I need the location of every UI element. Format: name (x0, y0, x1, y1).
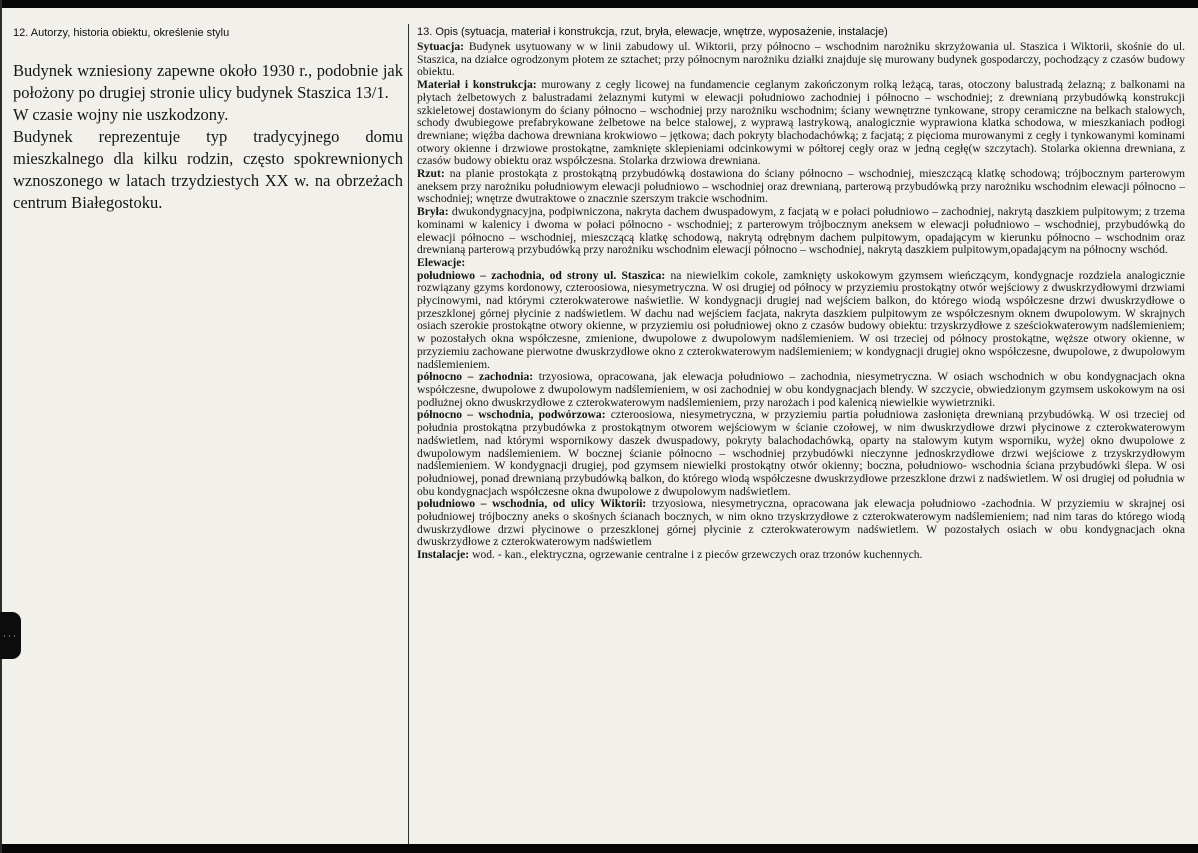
section-13-description (417, 26, 1185, 562)
scan-artifact-blob: ··· (0, 612, 21, 659)
paragraph-text: Budynek usytuowany w w linii zabudowy ul. Wiktorii, przy północno – wschodnim narożniku skrzyżowania ul. Staszica i Wiktorii, skośnie do ul. Staszica, na działce ogrodzonym płotem ze sztachet; przy północnym narożniku działki znajduje się murowany budynek gospodarczy, pochodzący z czasów budowy obiektu. (417, 40, 1185, 79)
paragraph-text: trzyosiowa, niesymetryczna, opracowana jak elewacja południowo -zachodnia. W przyziemiu w skrajnej osi południowej trójboczny aneks o skośnych ścianach bocznych, w nim okno trzyskrzydłowe z czterokwaterowym nadślemieniem; nad nim taras do którego wiodą dwuskrzydłowe drzwi płycinowe o przeszklonej górnej płycinie z czterokwaterowym nadświetlem. W pozostałych osiach w obu kondygnacjach okna dwuskrzydłowe z czterokwaterowym nadświetlem (417, 497, 1186, 549)
paragraph-text: wod. - kan., elektryczna, ogrzewanie centralne i z pieców grzewczych oraz trzonów kuchennych. (472, 548, 923, 562)
paragraph-text: na planie prostokąta z prostokątną przybudówką dostawiona do ściany północno – wschodniej, mieszczącą klatkę schodową; trójbocznym parterowym aneksem przy narożniku południowym elewacji południowo – wschodniej oraz drewnianą, parterową przybudówką przy narożniku wschodnim elewacji północno – wschodniej; wnętrze dwutraktowe o znacznie szerszym trakcie wschodnim. (417, 167, 1185, 206)
paragraph-label: Materiał i konstrukcja: (417, 78, 537, 92)
section-12-body (13, 60, 403, 214)
section-12-header: 12. Autorzy, historia obiektu, określenie stylu (13, 27, 230, 39)
description-paragraph-elewacja-pn-wsch (417, 409, 1185, 498)
column-divider (408, 24, 409, 844)
history-paragraph: Budynek wzniesiony zapewne około 1930 r., podobnie jak położony po drugiej stronie ulicy budynek Staszica 13/1. (13, 61, 403, 102)
paragraph-text: murowany z cegły licowej na fundamencie ceglanym zakończonym rolką leżącą, taras, otoczony balustradą żelazną; z balkonami na płytach żelbetowych z balustradami żelaznymi kutymi w elewacji południowo zachodniej i północno – wschodniej; z drewnianą przybudówką konstrukcji szkieletowej dostawionym do ściany północno – wschodniej przy narożniku wschodnim; ściany wewnętrzne tynkowane, stropy ceramiczne na belkach stalowych, schody dwubiegowe prefabrykowane żelbetowe na belce stalowej, z wyprawą lastrykową, analogicznie wyprawiona klatka schodowa, w mieszkaniach podłogi drewniane; więźba dachowa drewniana krokwiowo – jętkowa; dach pokryty blachodachówką; z facjatą; z pięcioma murowanymi z cegły i tynkowanymi kominami otwory okienne i drzwiowe prostokątne, zamknięte sklepieniami odcinkowymi w półtorej cegły oraz w jedną cegłę(w szczytach). Stolarka okienna drewniana, z czasów budowy obiektu oraz współczesna. Stolarka drzwiowa drewniana. (417, 78, 1185, 168)
paragraph-label: Instalacje: (417, 548, 470, 562)
history-paragraph: W czasie wojny nie uszkodzony. (13, 104, 229, 124)
paragraph-label: północno – zachodnia: (417, 370, 534, 384)
section-13-header: 13. Opis (sytuacja, materiał i konstrukcja, rzut, bryła, elewacje, wnętrze, wyposażenie, instalacje) (417, 26, 888, 38)
description-paragraph-bryla (417, 206, 1185, 257)
paragraph-label: Bryła: (417, 205, 449, 219)
section-13-body (417, 41, 1185, 562)
description-paragraph-material (417, 79, 1185, 168)
paragraph-label: południowo – zachodnia, od strony ul. Staszica: (417, 268, 666, 282)
description-paragraph-elewacja-pn-zach (417, 371, 1185, 409)
paragraph-text: czteroosiowa, niesymetryczna, w przyziemiu partia południowa zasłonięta drewnianą przybudówką. W osi trzeciej od południa prostokątna przybudówka z prostokątnym otworem wejściowym w ścianie czołowej, w nim dwuskrzydłowe drzwi płycinowe z czterokwaterowym nadświetlem, nad którymi wspornikowy daszek dwuspadowy, pokryty balachodachówką, oparty na stalowym kutym wsporniku, wyżej okno dwupolowe z dwupolowym nadślemieniem. W bocznej ścianie północno – wschodniej przybudówki nieczynne jednoskrzydłowe drzwi wejściowe z trzyskrzydłowym nadślemieniem. W kondygnacji drugiej, pod gzymsem niewielki prostokątny otwór okienny; boczna, południowo- wschodnia ściana przybudówki ślepa. W osi południowej, ponad drewnianą przybudówką balkon, do którego wiodą współczesne dwuskrzydłowe przeszklone drzwi z nadświetlem. W osi drugiej od południa w obu kondygnacjach współczesne okna dwupolowe z dwupolowym nadświetlem. (417, 408, 1185, 498)
paragraph-label: Elewacje: (417, 255, 466, 269)
description-paragraph-elewacja-pd-wsch (417, 498, 1185, 549)
description-paragraph-elewacja-pd-zach (417, 270, 1185, 372)
scan-artifact-left-edge (0, 0, 2, 853)
paragraph-label: południowo – wschodnia, od ulicy Wiktorii: (417, 497, 647, 511)
paragraph-label: północno – wschodnia, podwórzowa: (417, 408, 606, 422)
scan-artifact-bottom-bar (0, 844, 1198, 853)
section-12-authors-history (13, 27, 403, 214)
description-paragraph-instalacje (417, 549, 1185, 562)
paragraph-label: Sytuacja: (417, 40, 465, 53)
scan-artifact-top-bar (0, 0, 1198, 8)
paragraph-label: Rzut: (417, 167, 445, 181)
description-paragraph-rzut (417, 168, 1185, 206)
paragraph-text: na niewielkim cokole, zamknięty uskokowym gzymsem wieńczącym, kondygnacje rozdziela analogicznie rozwiązany gzyms kordonowy, czteroosiowa, niesymetryczna. W osi drugiej od północy w przyziemiu prostokątny otwór wejściowy z dwuskrzydłowymi drzwiami płycinowymi, nad którymi czterokwaterowe naświetlie. W kondygnacji drugiej nad wejściem balkon, do którego wiodą współczesne drzwi dwuskrzydłowe o przeszklonej górnej płycinie z nadświetlem. W dachu nad wejściem facjata, nakryta daszkiem pulpitowym ze współczesnym oknem dwupolowym. W skrajnych osiach szerokie prostokątne otwory okienne, w przyziemiu osi południowej okno z czasów budowy obiektu: trzyskrzydłowe z sześciokwaterowym nadślemieniem; w pozostałych okna współczesne, zmienione, dwupolowe z dwupolowym nadślemieniem. W osi trzeciej od północy prostokątne, węższe otwory okienne, w przyziemiu zachowane pierwotne dwuskrzydłowe okno z czterokwaterowym nadślemieniem; w kondygnacji drugiej okno współczesne, dwupolowe, z dwupolowym nadślemieniem. (417, 268, 1185, 371)
paragraph-text: trzyosiowa, opracowana, jak elewacja południowo – zachodnia, niesymetryczna. W osiach wschodnich w obu kondygnacjach okna współczesne, dwupolowe z dwupolowym nadślemieniem, w osi zachodniej w obu kondygnacjach blendy. W szczycie, obwiedzionym gzymsem uskokowym na osi podłużnej okno dwuskrzydłowe z czterokwaterowym nadślemieniem, przy narożach i pod kalenicą niewielkie wywietrzniki. (417, 370, 1185, 409)
description-paragraph-sytuacja (417, 41, 1185, 79)
paragraph-text: dwukondygnacyjna, podpiwniczona, nakryta dachem dwuspadowym, z facjatą w e połaci południowo – zachodniej, nakrytą daszkiem pulpitowym; z trzema kominami w kalenicy i dwoma w połaci północno - wschodniej; z parterowym trójbocznym aneksem w elewacji południowo – wschodniej, przybudówką do elewacji północno – wschodniej, mieszczącą klatkę schodową, nakrytą odrębnym dachem pulpitowym, opadającym w kierunku północno – wschodnim oraz drewnianą parterową przybudówką przy narożniku wschodnim elewacji północno – wschodniej, nakrytą daszkiem pulpitowym,opadającym na północny wschód. (417, 205, 1185, 257)
history-paragraph: Budynek reprezentuje typ tradycyjnego domu mieszkalnego dla kilku rodzin, często spokrewnionych wznoszonego w latach trzydziestych XX w. na obrzeżach centrum Białegostoku. (13, 126, 403, 212)
